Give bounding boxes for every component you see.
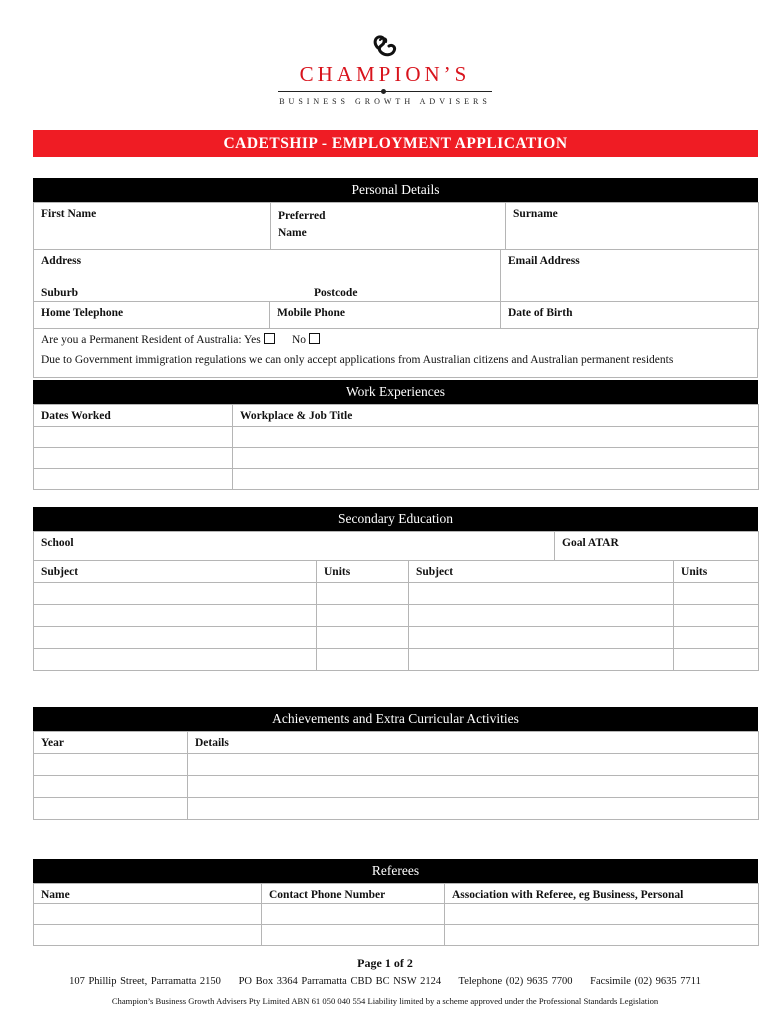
- section-heading-secondary-education: Secondary Education: [33, 507, 758, 531]
- units-cell[interactable]: [674, 605, 759, 627]
- mobile-phone-label: Mobile Phone: [277, 307, 346, 319]
- immigration-note: Due to Government immigration regulations we can only accept applications from Australian citizens and Australian permanent residents: [41, 354, 674, 366]
- referee-name-cell[interactable]: [34, 904, 262, 925]
- school-field[interactable]: [34, 532, 555, 561]
- subject-cell[interactable]: [409, 649, 674, 671]
- referee-phone-header: Contact Phone Number: [262, 884, 445, 904]
- preferred-name-label: Preferred: [278, 210, 326, 222]
- address-field[interactable]: [34, 250, 501, 302]
- section-heading-work-experiences: Work Experiences: [33, 380, 758, 404]
- logo-name: CHAMPION’S: [299, 62, 471, 86]
- mobile-phone-field[interactable]: [270, 302, 501, 329]
- first-name-label: First Name: [41, 208, 97, 220]
- referee-phone-cell[interactable]: [262, 925, 445, 946]
- first-name-field[interactable]: [34, 203, 271, 250]
- referee-name-header: Name: [34, 884, 262, 904]
- email-label: Email Address: [508, 255, 580, 267]
- details-cell[interactable]: [188, 754, 759, 776]
- date-of-birth-field[interactable]: [501, 302, 759, 329]
- work-dates-cell[interactable]: [34, 427, 233, 448]
- goal-atar-field[interactable]: [555, 532, 759, 561]
- footer-pobox: PO Box 3364 Parramatta CBD BC NSW 2124: [238, 976, 442, 987]
- address-label: Address: [41, 255, 82, 267]
- referee-phone-cell[interactable]: [262, 904, 445, 925]
- units-cell[interactable]: [317, 649, 409, 671]
- units-cell[interactable]: [674, 649, 759, 671]
- preferred-name-field[interactable]: [271, 203, 506, 250]
- workplace-header: Workplace & Job Title: [233, 405, 759, 427]
- yes-label: Yes: [244, 334, 261, 346]
- work-workplace-cell[interactable]: [233, 469, 759, 490]
- home-telephone-label: Home Telephone: [41, 307, 124, 319]
- date-of-birth-label: Date of Birth: [508, 307, 573, 319]
- home-telephone-field[interactable]: [34, 302, 270, 329]
- subject-cell[interactable]: [34, 605, 317, 627]
- surname-field[interactable]: [506, 203, 759, 250]
- year-cell[interactable]: [34, 798, 188, 820]
- footer-street: 107 Phillip Street, Parramatta 2150: [69, 976, 221, 987]
- email-field[interactable]: [501, 250, 759, 302]
- year-cell[interactable]: [34, 754, 188, 776]
- residency-box: [33, 328, 758, 378]
- subject-cell[interactable]: [409, 583, 674, 605]
- yes-checkbox[interactable]: [264, 333, 275, 344]
- work-experience-table: [33, 404, 759, 490]
- units-cell[interactable]: [674, 627, 759, 649]
- goal-atar-label: Goal ATAR: [562, 537, 619, 549]
- footer-address: [0, 976, 770, 987]
- postcode-label: Postcode: [314, 287, 358, 299]
- section-heading-achievements: Achievements and Extra Curricular Activities: [33, 707, 758, 731]
- referee-name-cell[interactable]: [34, 925, 262, 946]
- preferred-name-label-2: Name: [278, 227, 307, 239]
- work-dates-cell[interactable]: [34, 469, 233, 490]
- details-header: Details: [188, 732, 759, 754]
- section-heading-referees: Referees: [33, 859, 758, 883]
- units-header: Units: [674, 561, 759, 583]
- footer-legal: Champion’s Business Growth Advisers Pty Limited ABN 61 050 040 554 Liability limited by a scheme approved under the Professional Standards Legislation: [111, 996, 659, 1006]
- units-cell[interactable]: [317, 583, 409, 605]
- units-header: Units: [317, 561, 409, 583]
- footer-facsimile: Facsimile (02) 9635 7711: [590, 976, 701, 987]
- no-checkbox[interactable]: [309, 333, 320, 344]
- details-cell[interactable]: [188, 776, 759, 798]
- page-number: Page 1 of 2: [357, 956, 413, 970]
- secondary-education-table: [33, 531, 759, 671]
- surname-label: Surname: [513, 208, 558, 220]
- champions-logo-icon: [370, 34, 400, 60]
- school-label: School: [41, 537, 74, 549]
- achievements-table: [33, 731, 759, 820]
- referees-table: [33, 883, 759, 946]
- residency-question: [41, 333, 320, 346]
- dates-worked-header: Dates Worked: [34, 405, 233, 427]
- form-title: CADETSHIP - EMPLOYMENT APPLICATION: [33, 130, 758, 157]
- subject-header: Subject: [409, 561, 674, 583]
- referee-association-cell[interactable]: [445, 904, 759, 925]
- logo-divider-dot: [381, 89, 386, 94]
- units-cell[interactable]: [674, 583, 759, 605]
- work-dates-cell[interactable]: [34, 448, 233, 469]
- units-cell[interactable]: [317, 605, 409, 627]
- subject-cell[interactable]: [34, 649, 317, 671]
- units-cell[interactable]: [317, 627, 409, 649]
- subject-cell[interactable]: [409, 627, 674, 649]
- section-heading-personal-details: Personal Details: [33, 178, 758, 202]
- subject-cell[interactable]: [34, 583, 317, 605]
- subject-cell[interactable]: [34, 627, 317, 649]
- residency-question-text: Are you a Permanent Resident of Australia:: [41, 334, 242, 346]
- referee-association-header: Association with Referee, eg Business, Personal: [445, 884, 759, 904]
- suburb-label: Suburb: [41, 287, 79, 299]
- footer-telephone: Telephone (02) 9635 7700: [458, 976, 573, 987]
- personal-details-table: [33, 202, 759, 329]
- year-header: Year: [34, 732, 188, 754]
- work-workplace-cell[interactable]: [233, 448, 759, 469]
- subject-header: Subject: [34, 561, 317, 583]
- logo-subtitle: BUSINESS GROWTH ADVISERS: [279, 97, 491, 106]
- year-cell[interactable]: [34, 776, 188, 798]
- details-cell[interactable]: [188, 798, 759, 820]
- no-label: No: [292, 334, 307, 346]
- referee-association-cell[interactable]: [445, 925, 759, 946]
- company-logo: [270, 32, 500, 112]
- work-workplace-cell[interactable]: [233, 427, 759, 448]
- subject-cell[interactable]: [409, 605, 674, 627]
